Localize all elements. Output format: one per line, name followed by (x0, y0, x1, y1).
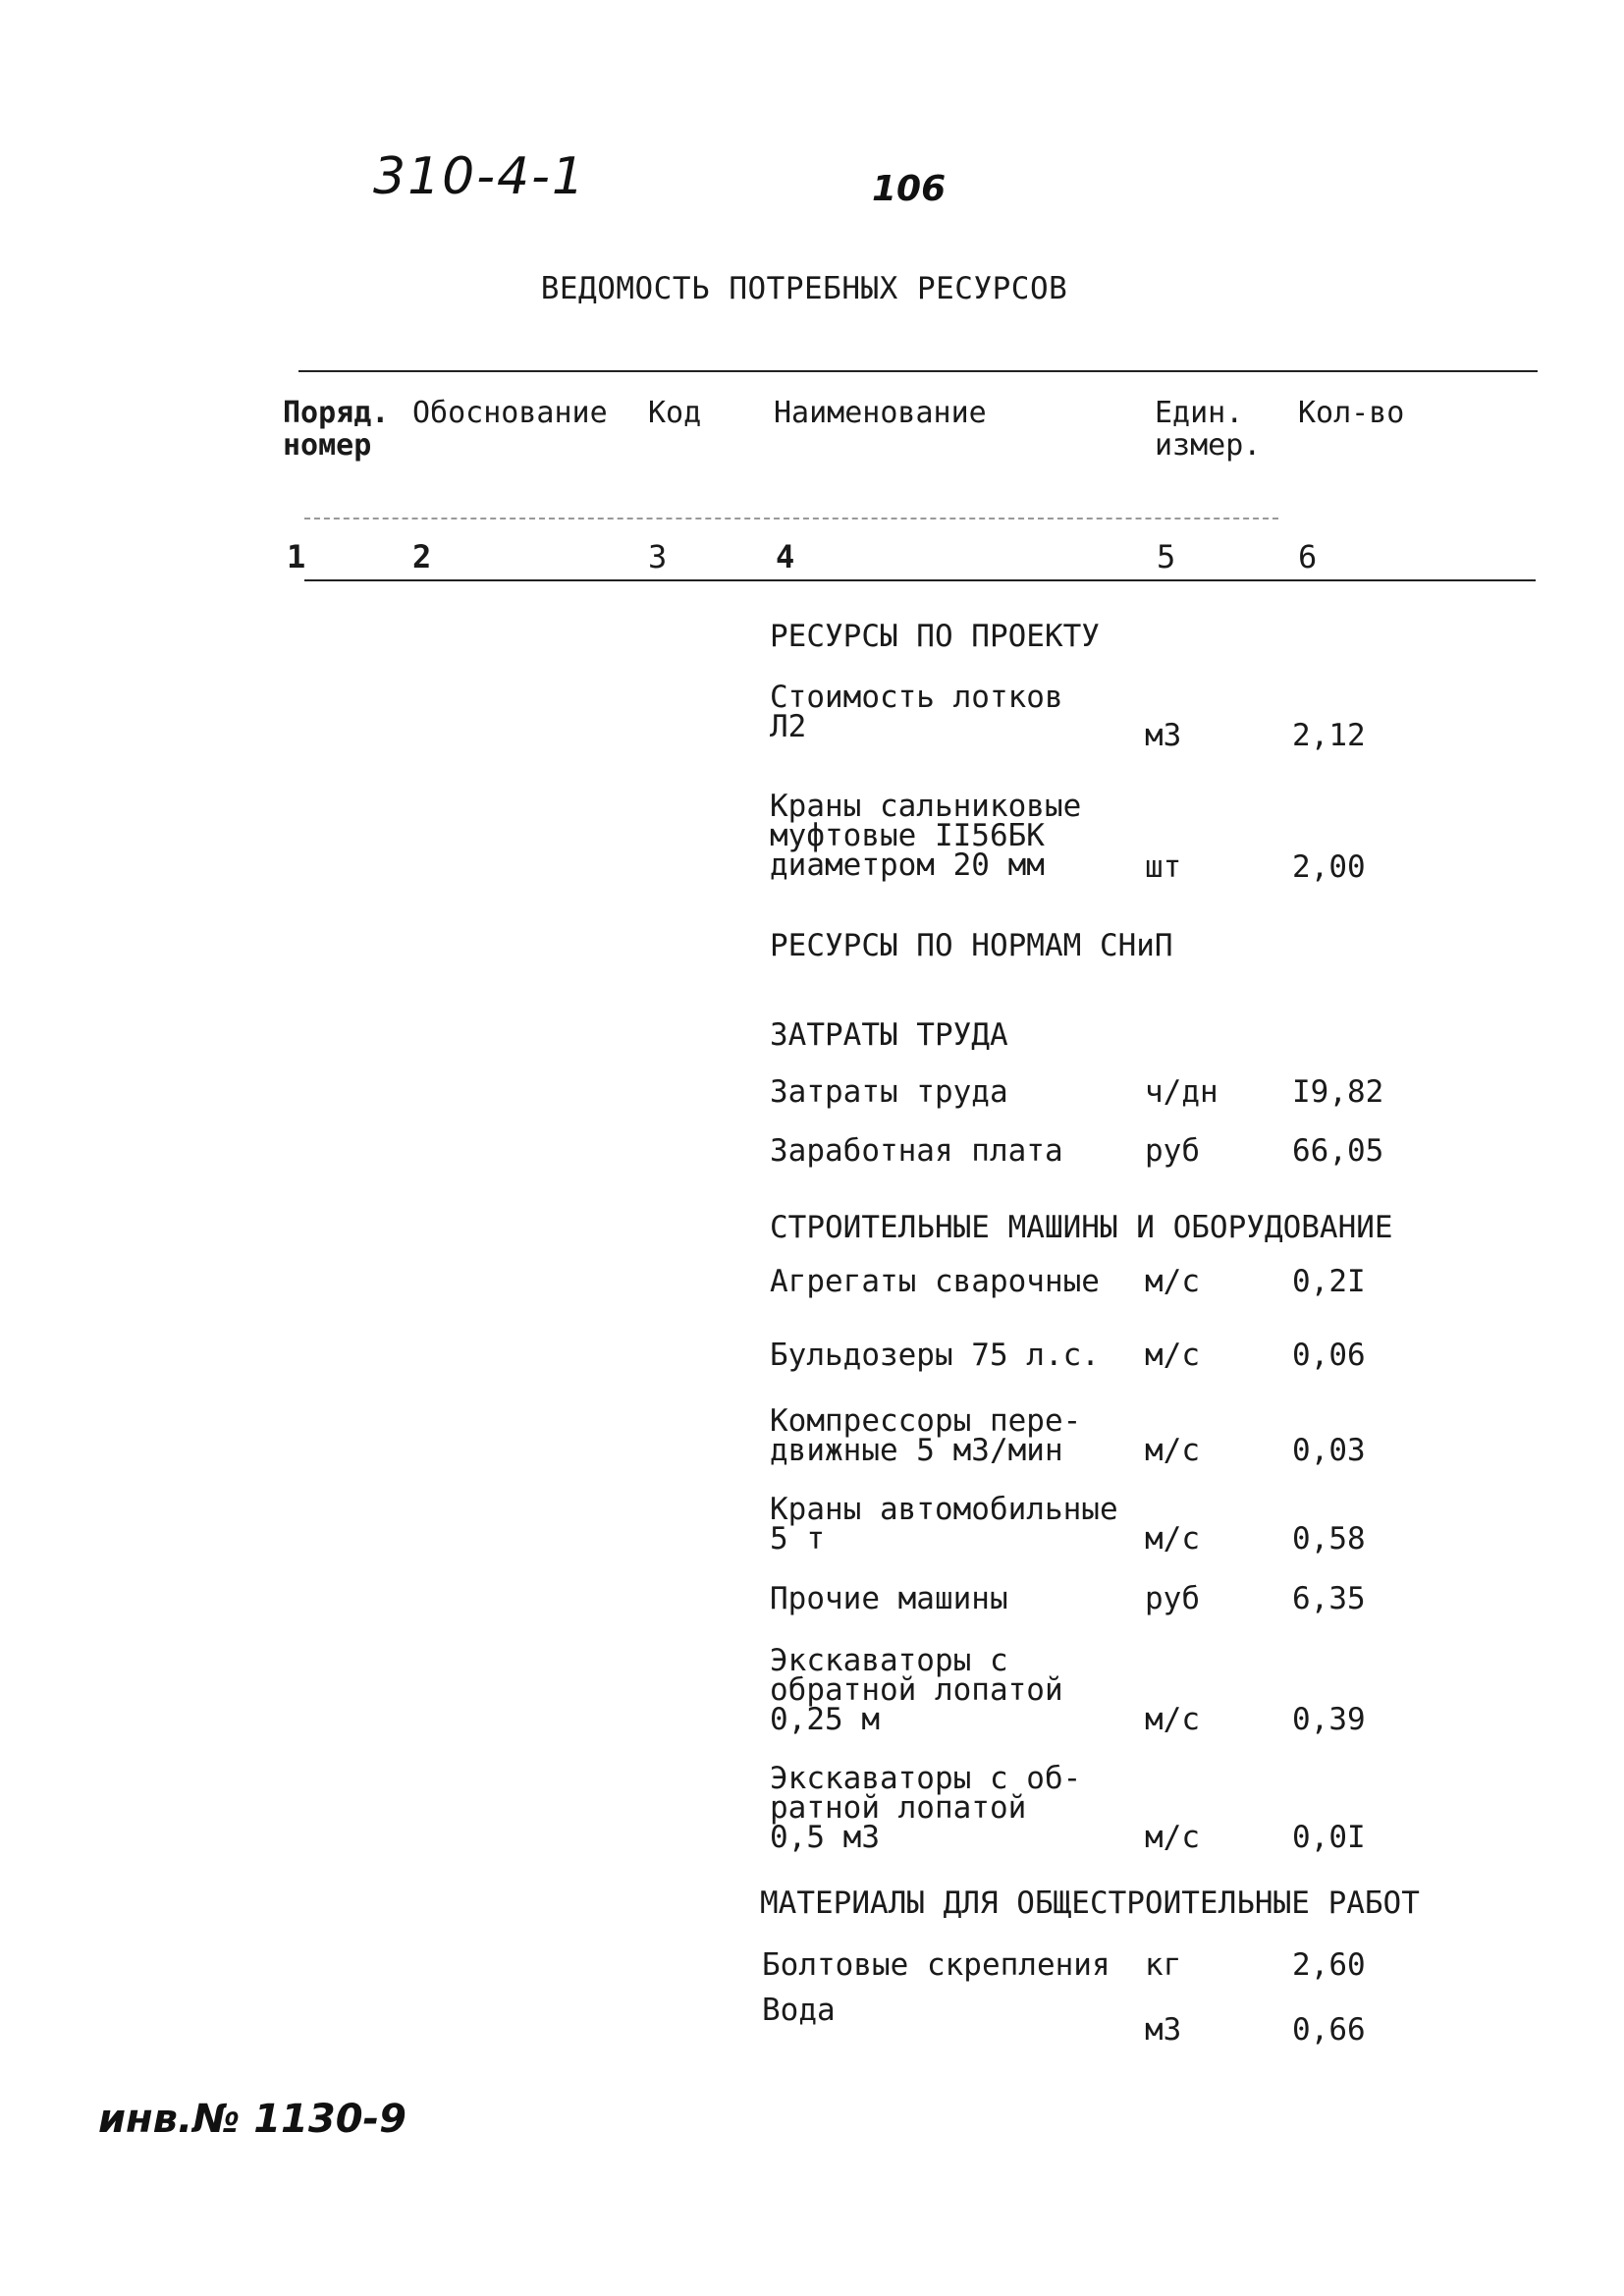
header-order-number (283, 397, 401, 462)
resource-name: Компрессоры пере- движные 5 м3/мин (770, 1403, 1082, 1468)
resource-quantity: 0,2I (1292, 1264, 1366, 1299)
column-number-1: 1 (287, 538, 306, 575)
resource-unit: м3 (1145, 718, 1182, 753)
resource-unit: руб (1145, 1133, 1200, 1169)
section-title: МАТЕРИАЛЫ ДЛЯ ОБЩЕСТРОИТЕЛЬНЫЕ РАБОТ (760, 1886, 1420, 1921)
header-code: Код (648, 396, 702, 430)
resource-quantity: 0,0I (1292, 1820, 1366, 1855)
header-order-number-text: Поряд. номер (283, 396, 390, 463)
resource-quantity: 0,06 (1292, 1338, 1366, 1373)
column-number-6: 6 (1298, 538, 1318, 575)
resource-name: Прочие машины (770, 1581, 1008, 1616)
section-title: СТРОИТЕЛЬНЫЕ МАШИНЫ И ОБОРУДОВАНИЕ (770, 1210, 1393, 1245)
resource-unit: м/с (1145, 1702, 1200, 1737)
column-number-4: 4 (776, 538, 795, 575)
resource-unit: м/с (1145, 1433, 1200, 1468)
resource-unit: м/с (1145, 1820, 1200, 1855)
header-bottom-rule (304, 579, 1536, 581)
header-quantity: Кол-во (1298, 396, 1405, 430)
resource-quantity: 0,39 (1292, 1702, 1366, 1737)
resource-quantity: 66,05 (1292, 1133, 1384, 1169)
resource-quantity: 2,60 (1292, 1947, 1366, 1983)
resource-quantity: 6,35 (1292, 1581, 1366, 1616)
resource-unit: шт (1145, 849, 1182, 885)
inventory-number: инв.№ 1130-9 (98, 2097, 406, 2142)
resource-name: Затраты труда (770, 1074, 1008, 1110)
document-code: 310-4-1 (373, 147, 586, 206)
column-number-3: 3 (648, 538, 668, 575)
resource-quantity: 0,03 (1292, 1433, 1366, 1468)
header-unit: Един. измер. (1155, 396, 1262, 463)
section-title: РЕСУРСЫ ПО ПРОЕКТУ (770, 619, 1100, 654)
resource-unit: кг (1145, 1947, 1182, 1983)
resource-name: Болтовые скрепления (762, 1947, 1110, 1983)
resource-quantity: 0,66 (1292, 2012, 1366, 2048)
resource-name: Краны сальниковые муфтовые II56БК диаметром 20 мм (770, 789, 1082, 883)
resource-quantity: 2,12 (1292, 718, 1366, 753)
resource-unit: м/с (1145, 1338, 1200, 1373)
resource-quantity: I9,82 (1292, 1074, 1384, 1110)
resource-unit: м/с (1145, 1521, 1200, 1557)
resource-unit: м3 (1145, 2012, 1182, 2048)
resource-unit: м/с (1145, 1264, 1200, 1299)
header-name: Наименование (774, 396, 987, 430)
page-number: 106 (872, 169, 947, 209)
resource-quantity: 2,00 (1292, 849, 1366, 885)
header-separator (304, 518, 1278, 519)
section-title: ЗАТРАТЫ ТРУДА (770, 1017, 1008, 1053)
header-basis: Обоснование (412, 396, 608, 430)
resource-name: Вода (762, 1993, 836, 2028)
column-number-2: 2 (412, 538, 432, 575)
resource-quantity: 0,58 (1292, 1521, 1366, 1557)
resource-name: Краны автомобильные 5 т (770, 1492, 1118, 1557)
resource-name: Агрегаты сварочные (770, 1264, 1100, 1299)
resource-name: Бульдозеры 75 л.с. (770, 1338, 1100, 1373)
resource-name: Заработная плата (770, 1133, 1063, 1169)
resource-name: Стоимость лотков Л2 (770, 680, 1063, 744)
column-number-5: 5 (1157, 538, 1176, 575)
resource-unit: руб (1145, 1581, 1200, 1616)
table-top-rule (298, 370, 1538, 372)
section-title: РЕСУРСЫ ПО НОРМАМ СНиП (770, 928, 1173, 963)
resource-name: Экскаваторы с об- ратной лопатой 0,5 м3 (770, 1761, 1082, 1855)
resource-name: Экскаваторы с обратной лопатой 0,25 м (770, 1643, 1063, 1737)
document-title-text: ВЕДОМОСТЬ ПОТРЕБНЫХ РЕСУРСОВ (540, 271, 1068, 306)
document-title (0, 271, 1624, 306)
resource-unit: ч/дн (1145, 1074, 1218, 1110)
